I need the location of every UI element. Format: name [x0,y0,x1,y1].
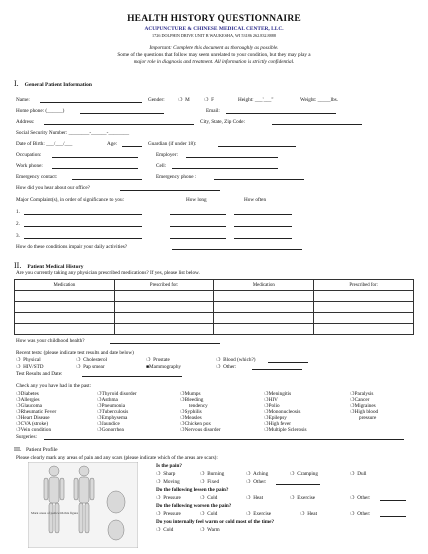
radio-circle-icon: ❍ [200,495,205,501]
radio-circle-icon: ❍ [180,415,185,421]
radio-circle-icon: ❍ [350,397,355,403]
home-phone-field[interactable] [80,108,164,114]
pain-moving-option[interactable] [156,479,180,485]
radio-circle-icon: ❍ [180,427,185,433]
condition-nervous-disorder[interactable] [180,427,221,433]
pain-other-option[interactable] [246,479,267,485]
radio-circle-icon: ❍ [264,427,269,433]
complaint-1-how-often[interactable] [234,209,292,215]
gender-male-option[interactable] [178,97,190,104]
radio-circle-icon: ❍ [246,471,251,477]
radio-circle-icon: ❍ [200,527,205,533]
radio-circle-icon: ❍ [290,471,295,477]
complaint-number: 2. [16,221,20,227]
pain-type-question: Is the pain? [156,463,182,469]
worsen-exercise-option[interactable] [246,511,271,517]
employer-label: Employer: [156,152,178,158]
weight-field[interactable]: Weight: _____lbs. [300,97,338,103]
column-header-prescribed-for: Prescribed for: [314,280,414,291]
lessen-exercise-option[interactable] [290,495,315,501]
section-3-numeral: III. [14,447,22,453]
radio-circle-icon: ❍ [290,495,295,501]
cell-field[interactable] [172,163,278,169]
pain-option-label: Sharp [163,471,176,477]
name-field[interactable] [40,97,142,103]
emergency-contact-field[interactable] [72,174,142,180]
condition-label: Gonorrhea [101,427,124,433]
work-phone-label: Work phone: [16,163,43,169]
surgeries-field[interactable] [44,434,404,440]
radio-circle-icon: ❍ [16,358,21,363]
radio-circle-icon: ❍ [180,391,185,397]
section-3-title: Patient Profile [26,447,58,453]
condition-label: Paralysis [354,391,374,397]
medications-question: Are you currently taking any physician prescribed medications? If yes, please list below. [16,270,200,276]
email-label: Email: [206,108,220,114]
occupation-label: Occupation: [16,152,42,158]
table-cell[interactable] [114,324,214,335]
gender-female-option[interactable] [204,97,214,104]
lessen-option-label: Cold [207,495,218,501]
pain-dull-option[interactable] [350,471,366,477]
complaint-3-how-long[interactable] [170,233,226,239]
radio-circle-icon: ❍ [180,409,185,415]
complaint-3-field[interactable] [24,233,142,239]
radio-circle-icon: ❍ [246,479,251,485]
radio-circle-icon: ❍ [200,479,205,485]
clinic-address: 1726 DOLPHIN DRIVE UNIT B WAUKESHA, WI 53186 262.832.8888 [152,33,276,38]
condition-label: pressure [359,415,377,421]
pain-aching-option[interactable] [246,471,268,477]
condition-label: Pneumonia [101,403,125,409]
test-hiv-std[interactable] [16,364,44,371]
radio-circle-icon: ❍ [264,403,269,409]
table-cell[interactable] [114,313,214,324]
radio-circle-icon: ❍ [156,511,161,517]
check-any-label: Check any you have had in the past: [16,383,92,389]
worsen-other-field[interactable] [380,511,406,517]
condition-label: Cancer [354,397,370,403]
pain-option-label: Dull [357,471,367,477]
radio-circle-icon: ❍ [264,421,269,427]
pain-option-label: Aching [252,471,269,477]
worsen-option-label: Cold [207,511,218,517]
table-cell[interactable] [214,313,314,324]
radio-circle-icon: ❍ [16,397,21,403]
condition-label: Epilepsy [268,415,287,421]
radio-circle-icon: ❍ [200,471,205,477]
radio-circle-icon: ❍ [97,421,102,427]
condition-column-4 [264,391,307,433]
condition-vein[interactable] [16,427,56,433]
radio-circle-icon: ❍ [264,415,269,421]
worsen-option-label: Pressure [163,511,181,517]
radio-circle-icon: ❍ [246,511,251,517]
condition-label: Heart Disease [20,415,50,421]
radio-circle-icon: ❍ [200,511,205,517]
condition-label: Measles [184,415,202,421]
gender-male-label: M [185,97,190,103]
condition-label: Jaundice [101,421,120,427]
condition-label: HIV [268,397,278,403]
occupation-field[interactable] [52,152,138,158]
table-row [15,291,414,302]
condition-label: tendency [189,403,208,409]
radio-circle-icon: ❍ [264,397,269,403]
temp-option-label: Cold [163,527,174,533]
column-header-prescribed-for: Prescribed for: [114,280,214,291]
lessen-pressure-option[interactable] [156,495,181,501]
worsen-other-option[interactable] [350,511,371,517]
radio-circle-icon: ❍ [97,427,102,433]
condition-column-2 [97,391,137,433]
guardian-field[interactable] [218,141,296,147]
complaint-2-how-often[interactable] [234,221,292,227]
radio-circle-icon: ❍ [97,391,102,397]
complaint-1-how-long[interactable] [170,209,226,215]
complaint-number: 3. [16,233,20,239]
table-cell[interactable] [214,291,314,302]
emergency-phone-label: Emergency phone : [156,174,197,180]
pain-other-field[interactable] [276,479,320,485]
condition-label: High fever [268,421,291,427]
pain-option-label: Other: [253,479,267,485]
radio-circle-icon: ❍ [97,403,102,409]
radio-circle-icon: ❍ [97,397,102,403]
condition-label: High blood [354,409,379,415]
condition-high-blood-pressure-continued [350,415,378,421]
temperature-question: Do you internally feel warm or cold most of the time? [156,519,275,525]
test-other[interactable] [216,364,236,371]
radio-circle-icon: ❍ [180,397,185,403]
test-prostate[interactable] [146,357,170,364]
worsen-question: Do the following worsen the pain? [156,503,232,509]
lessen-other-option[interactable] [350,495,371,501]
pain-instruction: Please clearly mark any areas of pain and any scars (please indicate which of the areas are scars): [16,455,218,461]
radio-circle-icon: ❍ [350,403,355,409]
condition-label: Multiple Sclerosis [268,427,307,433]
impair-field[interactable] [172,244,302,250]
condition-label: Polio [268,403,280,409]
radio-circle-icon: ❍ [180,421,185,427]
lessen-option-label: Exercise [297,495,316,501]
test-label: Cholesterol [83,357,107,363]
radio-circle-icon: ❍ [350,471,355,477]
test-results-label: Test Results and Date: [16,371,63,377]
test-label: Other: [223,364,237,370]
test-label: Blood (which?) [223,357,256,363]
pain-option-label: Burning [207,471,225,477]
radio-circle-icon: ❍ [97,409,102,415]
radio-circle-icon: ❍ [300,511,305,517]
radio-circle-icon: ❍ [16,421,21,427]
complaint-1-field[interactable] [24,209,142,215]
lessen-other-field[interactable] [380,495,406,501]
condition-label: Bleeding [184,397,204,403]
table-cell[interactable] [214,302,314,313]
test-cholesterol[interactable] [76,357,107,364]
condition-label: Migraines [354,403,376,409]
pain-fixed-option[interactable] [200,479,219,485]
work-phone-field[interactable] [52,163,138,169]
intro-line-3: major role in diagnosis and treatment. All information is strictly confidential. [133,59,295,65]
pain-option-label: Fixed [207,479,220,485]
condition-label: Syphilis [184,409,202,415]
table-cell[interactable] [114,302,214,313]
impair-label: How do these conditions impair your daily activities? [16,244,128,250]
how-long-header: How long [186,197,207,203]
test-label: Physical [23,357,41,363]
address-field[interactable] [44,119,194,125]
checkbox-icon: ■ [146,365,150,370]
employer-field[interactable] [186,152,278,158]
table-cell[interactable] [15,324,115,335]
complaint-number: 1. [16,209,20,215]
radio-circle-icon: ❍ [350,409,355,415]
radio-circle-icon: ❍ [350,391,355,397]
intro-line-2: Some of the questions that follow may seem unrelated to your condition, but they may play a [117,52,311,58]
radio-circle-icon: ❍ [204,98,209,103]
condition-label: Mononucleosis [268,409,301,415]
condition-column-1 [16,391,56,433]
worsen-option-label: Heat [307,511,318,517]
surgeries-label: Surgeries: [16,434,37,440]
condition-label: Mumps [184,391,201,397]
table-row [15,313,414,324]
worsen-cold-option[interactable] [200,511,217,517]
email-field[interactable] [226,108,336,114]
temp-option-label: Warm [207,527,220,533]
condition-label: CVA (stroke) [20,421,49,427]
table-cell[interactable] [15,302,115,313]
lessen-option-label: Other: [357,495,371,501]
table-cell[interactable] [15,291,115,302]
complaint-2-field[interactable] [24,221,142,227]
radio-circle-icon: ❍ [76,365,81,370]
test-label: Mammography [149,364,182,370]
pain-option-label: Cramping [297,471,318,477]
table-cell[interactable] [314,291,414,302]
section-1-heading [14,79,92,88]
city-label: City, State, Zip Code: [200,119,246,125]
gender-label: Gender: [148,97,165,103]
condition-column-3 [180,391,221,433]
radio-circle-icon: ❍ [264,409,269,415]
emergency-phone-field[interactable] [214,174,304,180]
section-3-heading [14,447,58,453]
form-title: HEALTH HISTORY QUESTIONNAIRE [127,14,301,24]
worsen-pressure-option[interactable] [156,511,181,517]
lessen-heat-option[interactable] [246,495,263,501]
condition-label: Emphysema [101,415,128,421]
recent-tests-label: Recent tests: (please indicate test results and date below) [16,350,134,356]
age-label: Age: [107,141,118,147]
table-cell[interactable] [314,324,414,335]
radio-circle-icon: ❍ [16,409,21,415]
radio-circle-icon: ❍ [246,495,251,501]
condition-label: Asthma [101,397,118,403]
condition-label: Rheumatic Fever [20,409,57,415]
hear-about-label: How did you hear about our office? [16,185,90,191]
complaint-2-how-long[interactable] [170,221,226,227]
radio-circle-icon: ❍ [146,358,151,363]
section-2-heading [14,261,84,270]
radio-circle-icon: ❍ [350,495,355,501]
radio-circle-icon: ❍ [264,391,269,397]
table-row [15,280,414,291]
table-row [15,324,414,335]
blood-which-field[interactable] [268,357,308,363]
figure-legend: Mark areas of pain with this figure [31,511,79,515]
complaints-label: Major Complaint(s), in order of significance to you: [16,197,125,203]
table-cell[interactable] [114,291,214,302]
body-diagram[interactable] [28,462,138,548]
section-1-title: General Patient Information [24,82,92,88]
condition-column-5 [350,391,378,421]
section-1-numeral: I. [14,79,19,88]
gender-female-label: F [211,97,214,103]
column-header-medication: Medication [15,280,115,291]
pain-burning-option[interactable] [200,471,224,477]
radio-circle-icon: ❍ [156,471,161,477]
radio-circle-icon: ❍ [16,391,21,397]
ssn-field[interactable]: Social Security Number: ________-______-________ [16,130,130,136]
test-label: Pap smear [83,364,105,370]
radio-circle-icon: ❍ [156,479,161,485]
table-cell[interactable] [314,313,414,324]
cell-label: Cell: [156,163,167,169]
worsen-option-label: Exercise [253,511,272,517]
column-header-medication: Medication [214,280,314,291]
lessen-cold-option[interactable] [200,495,217,501]
worsen-option-label: Other: [357,511,371,517]
lessen-question: Do the following lessen the pain? [156,487,229,493]
height-field[interactable]: Height: ___'___" [238,97,274,103]
emergency-contact-label: Emergency contact: [16,174,58,180]
radio-circle-icon: ❍ [76,358,81,363]
pain-sharp-option[interactable] [156,471,175,477]
radio-circle-icon: ❍ [97,415,102,421]
test-physical[interactable] [16,357,41,364]
condition-label: Tuberculosis [101,409,129,415]
condition-label: Allergies [20,397,40,403]
radio-circle-icon: ❍ [156,495,161,501]
city-field[interactable] [272,119,362,125]
test-label: HIV/STD [23,364,44,370]
section-2-title: Patient Medical History [27,264,84,270]
table-row [15,302,414,313]
radio-circle-icon: ❍ [16,415,21,421]
hear-about-field[interactable] [120,185,220,191]
condition-multiple-sclerosis[interactable] [264,427,307,433]
intro-line-1: Important: Complete this document as thoroughly as possible. [149,45,279,51]
condition-label: Diabetes [20,391,39,397]
condition-label: Nervous disorder [184,427,221,433]
condition-label: Chicken pox [184,421,212,427]
age-field[interactable] [122,141,142,147]
test-mammography[interactable] [146,364,181,371]
medications-table [14,279,414,335]
temp-warm-option[interactable] [200,527,220,533]
table-cell[interactable] [15,313,115,324]
radio-circle-icon: ❍ [216,358,221,363]
address-label: Address: [16,119,35,125]
condition-label: Vein condition [20,427,52,433]
condition-label: Meningitis [268,391,292,397]
complaint-3-how-often[interactable] [234,233,292,239]
test-pap-smear[interactable] [76,364,105,371]
temp-cold-option[interactable] [156,527,173,533]
radio-circle-icon: ❍ [178,98,183,103]
pain-option-label: Moving [163,479,180,485]
home-phone-label: Home phone: (______) [16,108,65,114]
test-other-field[interactable] [252,364,302,370]
radio-circle-icon: ❍ [16,403,21,409]
worsen-heat-option[interactable] [300,511,317,517]
table-cell[interactable] [314,302,414,313]
clinic-name: ACUPUNCTURE & CHINESE MEDICAL CENTER, LLC. [144,26,284,32]
pain-cramping-option[interactable] [290,471,318,477]
section-2-numeral: II. [14,261,22,270]
condition-label: Glaucoma [20,403,42,409]
dob-field[interactable]: Date of Birth: ___/___/___ [16,141,73,147]
name-label: Name: [16,97,30,103]
radio-circle-icon: ❍ [350,511,355,517]
radio-circle-icon: ❍ [216,365,221,370]
test-blood[interactable] [216,357,256,364]
how-often-header: How often [244,197,267,203]
guardian-label: Guardian (if under 18): [148,141,197,147]
test-label: Prostate [153,357,170,363]
condition-label: Thyroid disorder [101,391,137,397]
radio-circle-icon: ❍ [156,527,161,533]
lessen-option-label: Heat [253,495,264,501]
childhood-health-field[interactable] [110,338,220,344]
table-cell[interactable] [214,324,314,335]
lessen-option-label: Pressure [163,495,181,501]
test-results-field[interactable] [82,371,182,377]
childhood-health-label: How was your childhood health? [16,338,85,344]
condition-gonorrhea[interactable] [97,427,137,433]
radio-circle-icon: ❍ [16,427,21,433]
radio-circle-icon: ❍ [16,365,21,370]
